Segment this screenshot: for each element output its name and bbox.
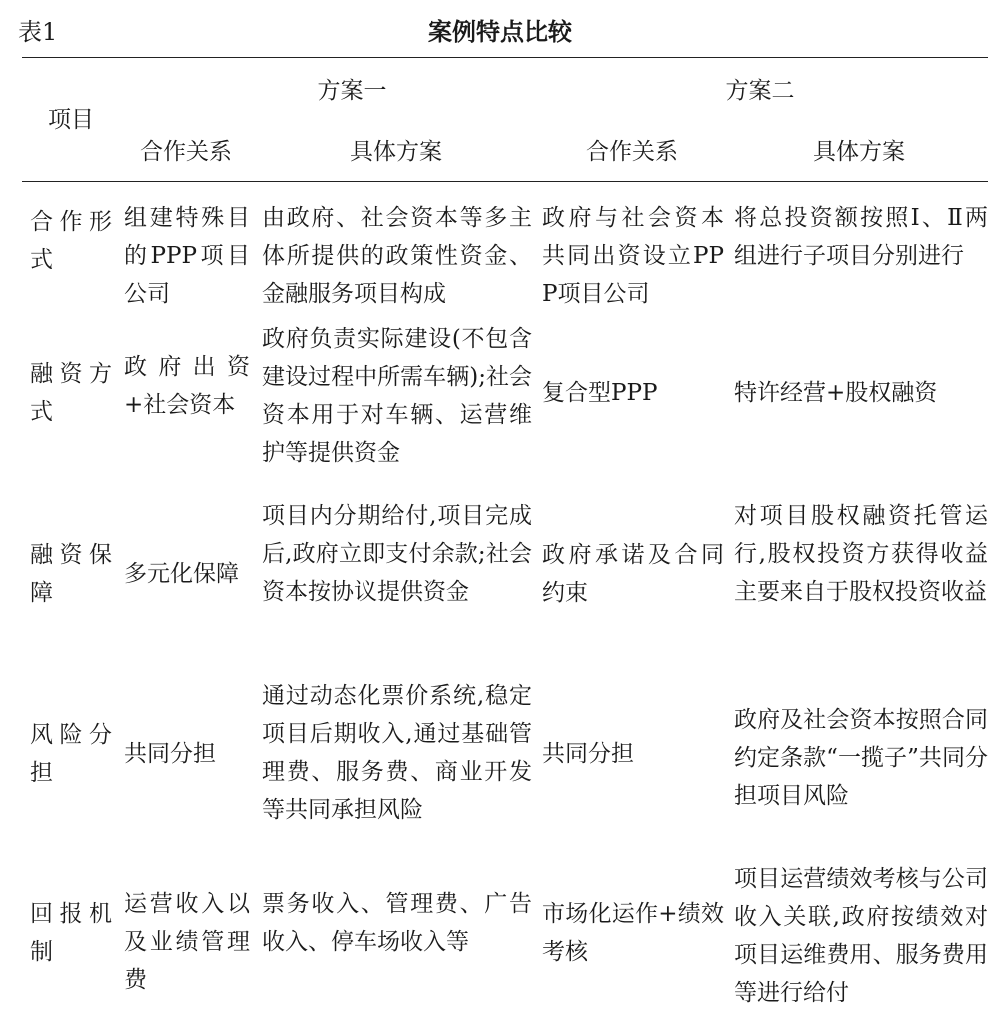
row-p2-detail: 政府及社会资本按照合同约定条款“一揽子”共同分担项目风险 [734, 707, 988, 809]
header-plan1-detail: 具体方案 [350, 139, 442, 165]
row-p1-relation: 运营收入以及业绩管理费 [124, 891, 250, 993]
row-item [30, 345, 112, 441]
row-p2-detail: 将总投资额按照Ⅰ、Ⅱ两组进行子项目分别进行 [734, 205, 988, 269]
row-p2-detail [734, 345, 988, 441]
row-item [30, 883, 112, 983]
row-item-text: 融资方式 [30, 361, 112, 425]
row-item-text: 回报机制 [30, 901, 112, 965]
row-p2-detail: 对项目股权融资托管运行,股权投资方获得收益主要来自于股权投资收益 [734, 503, 988, 605]
row-p1-relation [124, 704, 250, 804]
row-p1-relation: 政府出资+社会资本 [124, 354, 250, 418]
row-p1-detail: 通过动态化票价系统,稳定项目后期收入,通过基础管理费、服务费、商业开发等共同承担风险 [262, 683, 532, 823]
row-p1-detail: 政府负责实际建设(不包含建设过程中所需车辆);社会资本用于对车辆、运营维护等提供资金 [262, 326, 532, 466]
row-p1-relation-text: 多元化保障 [124, 561, 239, 587]
header-plan1-relation: 合作关系 [140, 139, 232, 165]
row-p1-relation [124, 524, 250, 624]
row-p2-relation-text: 复合型PPP [542, 380, 658, 406]
row-p1-relation: 组建特殊目的PPP项目公司 [124, 205, 250, 307]
row-item [30, 704, 112, 804]
top-rule [22, 57, 988, 58]
row-p1-detail: 由政府、社会资本等多主体所提供的政策性资金、金融服务项目构成 [262, 205, 532, 307]
row-p2-relation-text: 政府承诺及合同约束 [542, 542, 724, 606]
row-p1-detail: 票务收入、管理费、广告收入、停车场收入等 [262, 891, 532, 955]
header-plan2-detail: 具体方案 [813, 139, 905, 165]
table-title: 案例特点比较 [428, 18, 572, 46]
row-p2-detail-text: 特许经营+股权融资 [734, 380, 938, 406]
row-p1-relation-text: 共同分担 [124, 741, 216, 767]
row-p2-relation [542, 345, 724, 441]
row-p1-detail: 项目内分期给付,项目完成后,政府立即支付余款;社会资本按协议提供资金 [262, 503, 532, 605]
row-item-text: 融资保障 [30, 542, 112, 606]
header-plan2: 方案二 [725, 78, 795, 104]
row-p2-relation [542, 524, 724, 624]
row-item-text: 合作形式 [30, 209, 112, 273]
row-p2-relation-text: 市场化运作+绩效考核 [542, 901, 724, 965]
row-p2-relation [542, 883, 724, 983]
row-p2-relation [542, 704, 724, 804]
row-item [30, 524, 112, 624]
header-plan2-relation: 合作关系 [586, 139, 678, 165]
header-plan1: 方案一 [317, 78, 387, 104]
row-item-text: 风险分担 [30, 722, 112, 786]
row-p2-detail: 项目运营绩效考核与公司收入关联,政府按绩效对项目运维费用、服务费用等进行给付 [734, 866, 988, 1006]
header-rule [22, 181, 988, 182]
row-p2-relation-text: 共同分担 [542, 741, 634, 767]
row-p2-relation: 政府与社会资本共同出资设立PPP项目公司 [542, 205, 724, 307]
row-item [30, 196, 112, 286]
header-item: 项目 [48, 107, 94, 133]
table-label: 表1 [18, 18, 58, 46]
